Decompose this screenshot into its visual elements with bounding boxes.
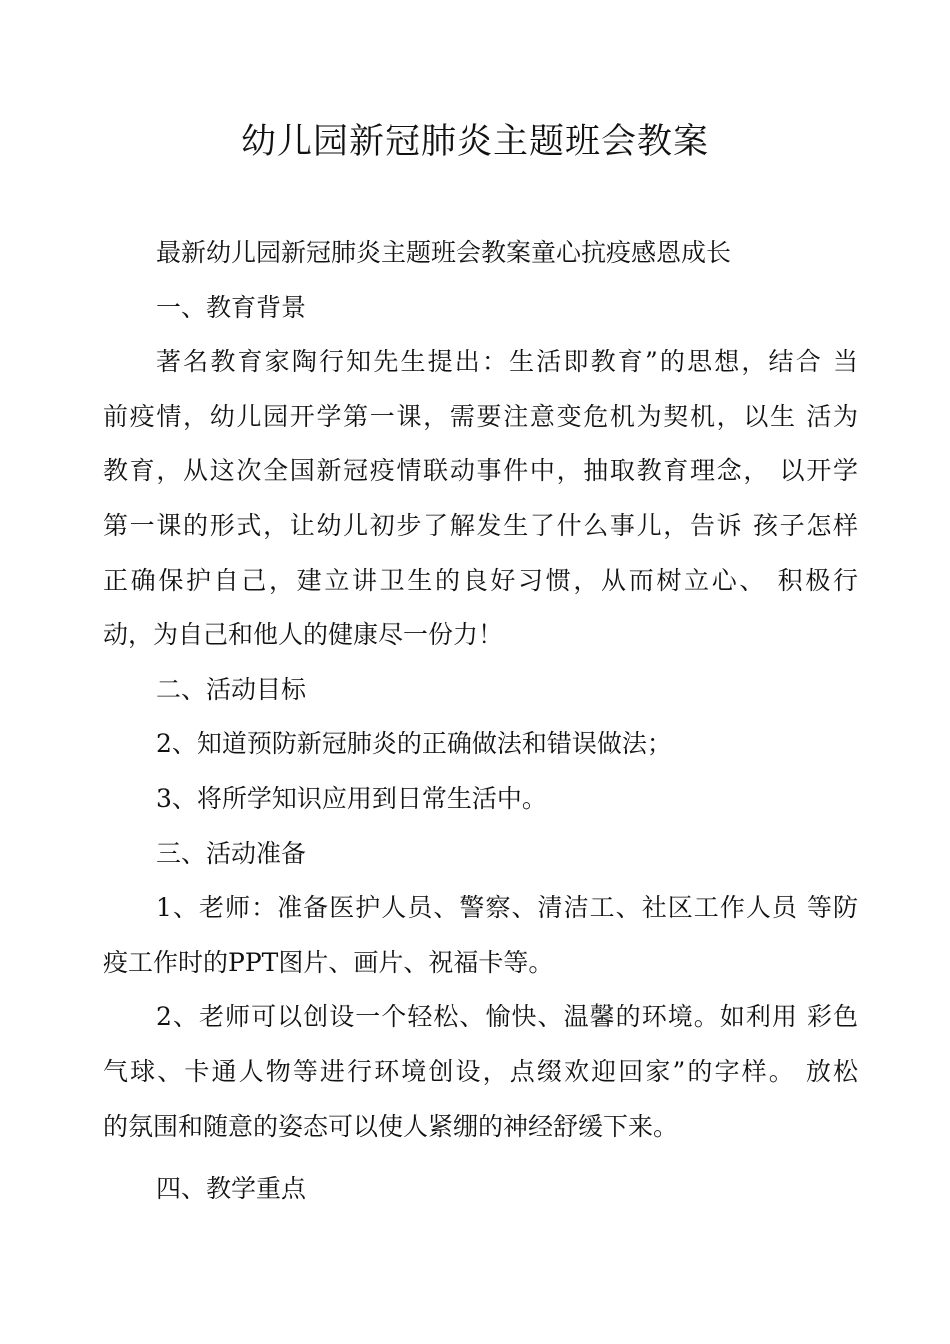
paragraph-line: 动，为自己和他人的健康尽一份力！: [103, 620, 504, 650]
paragraph-line: 正确保护自己，建立讲卫生的良好习惯，从而树立心、 积极行: [103, 565, 858, 595]
document-subtitle: 最新幼儿园新冠肺炎主题班会教案童心抗疫感恩成长: [156, 238, 732, 267]
list-item-goal-3: 3、将所学知识应用到日常生活中。: [156, 783, 547, 813]
paragraph-line: 疫工作时的PPT图片、画片、祝福卡等。: [103, 947, 554, 977]
document-title: 幼儿园新冠肺炎主题班会教案: [240, 122, 709, 162]
section-heading-teaching-focus: 四、教学重点: [156, 1174, 307, 1204]
section-heading-education-background: 一、教育背景: [156, 292, 307, 322]
paragraph-line: 气球、卡通人物等进行环境创设，点缀欢迎回家”的字样。 放松: [103, 1056, 858, 1086]
list-item-goal-2: 2、知道预防新冠肺炎的正确做法和错误做法；: [156, 729, 672, 759]
section-heading-activity-goals: 二、活动目标: [156, 674, 307, 704]
paragraph-line: 第一课的形式，让幼儿初步了解发生了什么事儿，告诉 孩子怎样: [103, 510, 858, 540]
paragraph-line: 的氛围和随意的姿态可以使人紧绷的神经舒缓下来。: [103, 1111, 679, 1141]
paragraph-line: 教育，从这次全国新冠疫情联动事件中，抽取教育理念， 以开学: [103, 456, 858, 486]
paragraph-education-background: [103, 335, 858, 663]
paragraph-line: 2、老师可以创设一个轻松、愉快、温馨的环境。如利用 彩色: [156, 1002, 858, 1032]
paragraph-line: 前疫情，幼儿园开学第一课，需要注意变危机为契机，以生 活为: [103, 401, 858, 431]
paragraph-preparation-1: [103, 881, 858, 990]
paragraph-line: 1、老师：准备医护人员、警察、清洁工、社区工作人员 等防: [156, 893, 858, 923]
paragraph-line: 著名教育家陶行知先生提出：生活即教育”的思想，结合 当: [156, 347, 858, 377]
section-heading-activity-preparation: 三、活动准备: [156, 838, 307, 868]
paragraph-preparation-2: [103, 990, 858, 1154]
document-body: [103, 226, 858, 1217]
